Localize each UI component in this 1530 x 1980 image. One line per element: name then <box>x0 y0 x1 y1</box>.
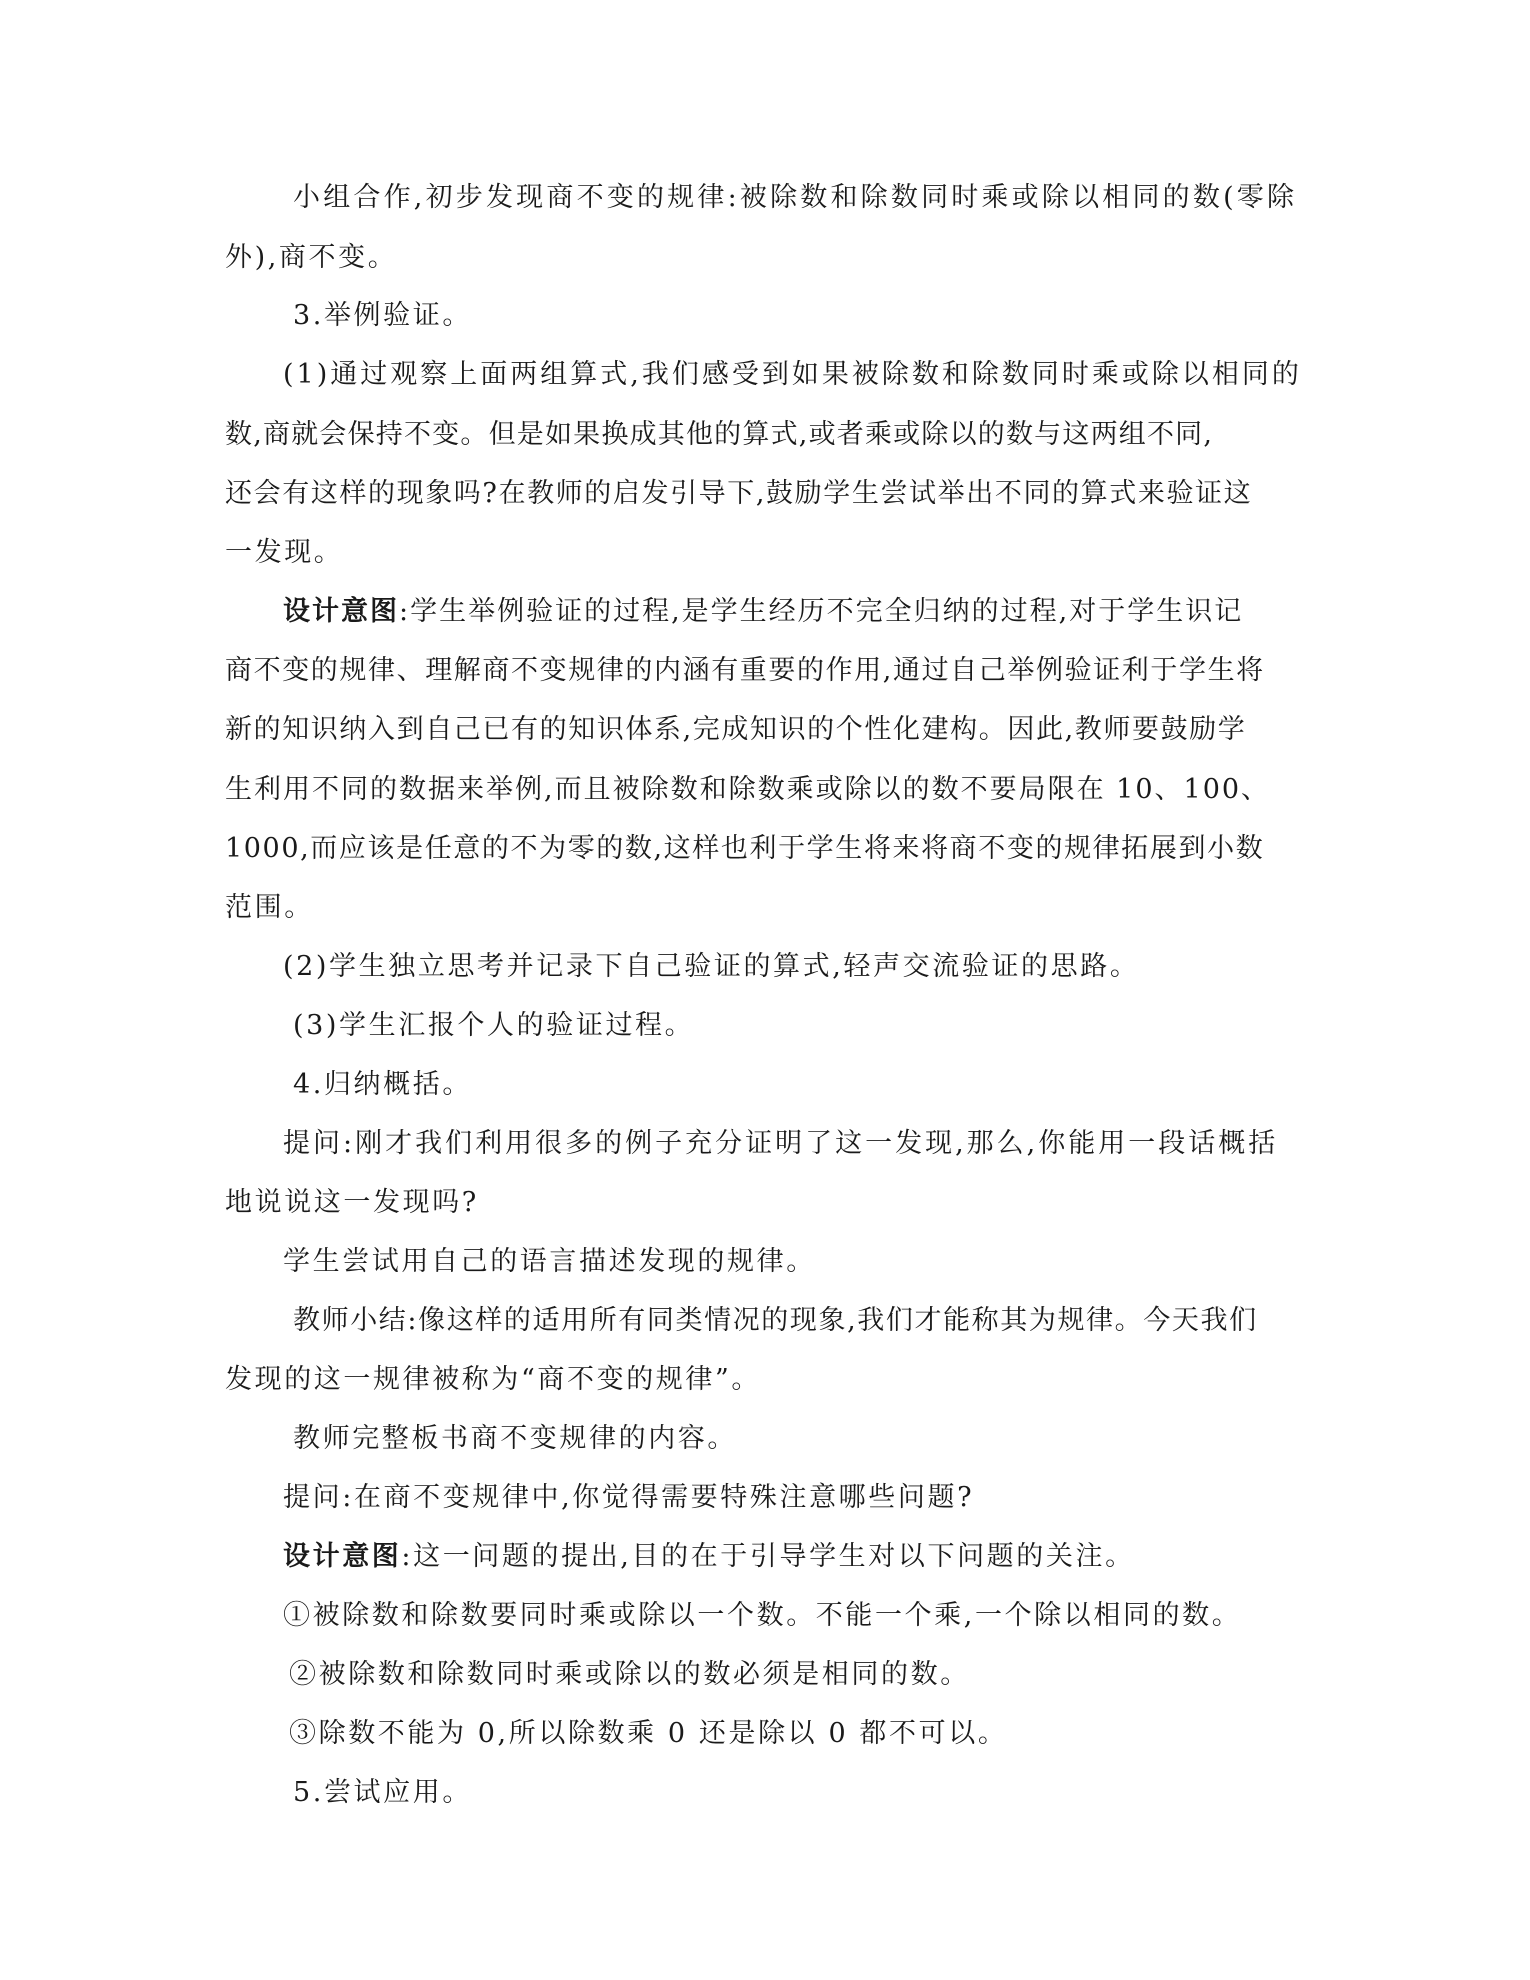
paragraph-line: 生利用不同的数据来举例,而且被除数和除数乘或除以的数不要局限在 10、100、 <box>225 774 1271 805</box>
paragraph-line: 地说说这一发现吗? <box>225 1187 479 1218</box>
design-intent-line <box>283 592 1293 632</box>
section-heading: 5.尝试应用。 <box>293 1777 472 1808</box>
paragraph-line: 范围。 <box>225 892 314 923</box>
paragraph-line: 学生尝试用自己的语言描述发现的规律。 <box>283 1246 816 1277</box>
paragraph-line: 还会有这样的现象吗?在教师的启发引导下,鼓励学生尝试举出不同的算式来验证这 <box>225 478 1253 509</box>
paragraph-line: 新的知识纳入到自己已有的知识体系,完成知识的个性化建构。因此,教师要鼓励学 <box>225 714 1247 745</box>
design-intent-label: 设计意图 <box>283 596 399 627</box>
list-item: ②被除数和除数同时乘或除以的数必须是相同的数。 <box>289 1659 970 1690</box>
paragraph-line: 教师小结:像这样的适用所有同类情况的现象,我们才能称其为规律。今天我们 <box>293 1305 1258 1336</box>
design-intent-label: 设计意图 <box>283 1541 402 1572</box>
paragraph-line: 1000,而应该是任意的不为零的数,这样也利于学生将来将商不变的规律拓展到小数 <box>225 833 1265 864</box>
design-intent-text: :这一问题的提出,目的在于引导学生对以下问题的关注。 <box>401 1541 1135 1572</box>
design-intent-line <box>283 1537 1363 1577</box>
paragraph-line: 发现的这一规律被称为“商不变的规律”。 <box>225 1364 762 1395</box>
paragraph-line: 提问:刚才我们利用很多的例子充分证明了这一发现,那么,你能用一段话概括 <box>283 1128 1279 1159</box>
paragraph-line: (1)通过观察上面两组算式,我们感受到如果被除数和除数同时乘或除以相同的 <box>283 359 1302 390</box>
paragraph-line: 提问:在商不变规律中,你觉得需要特殊注意哪些问题? <box>283 1482 975 1513</box>
paragraph-line: 小组合作,初步发现商不变的规律:被除数和除数同时乘或除以相同的数(零除 <box>293 182 1298 213</box>
paragraph-line: 数,商就会保持不变。但是如果换成其他的算式,或者乘或除以的数与这两组不同, <box>225 419 1214 450</box>
paragraph-line: (2)学生独立思考并记录下自己验证的算式,轻声交流验证的思路。 <box>283 951 1140 982</box>
design-intent-text: :学生举例验证的过程,是学生经历不完全归纳的过程,对于学生识记 <box>399 596 1244 627</box>
section-heading: 3.举例验证。 <box>293 300 472 331</box>
paragraph-line: 教师完整板书商不变规律的内容。 <box>293 1423 737 1454</box>
section-heading: 4.归纳概括。 <box>293 1069 472 1100</box>
paragraph-line: 一发现。 <box>225 537 344 568</box>
paragraph-line: 外),商不变。 <box>225 242 398 273</box>
list-item: ①被除数和除数要同时乘或除以一个数。不能一个乘,一个除以相同的数。 <box>283 1600 1242 1631</box>
paragraph-line: (3)学生汇报个人的验证过程。 <box>293 1010 695 1041</box>
list-item: ③除数不能为 0,所以除数乘 0 还是除以 0 都不可以。 <box>289 1718 1008 1749</box>
paragraph-line: 商不变的规律、理解商不变规律的内涵有重要的作用,通过自己举例验证利于学生将 <box>225 655 1265 686</box>
